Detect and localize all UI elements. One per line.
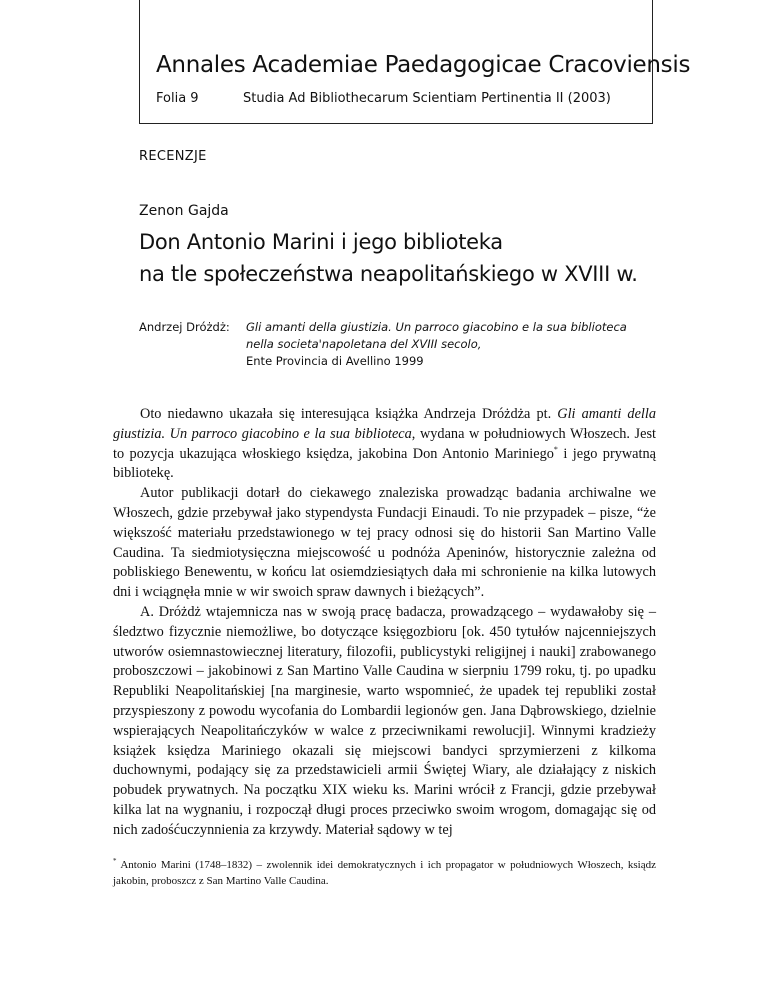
footnote-marker: *	[553, 444, 558, 454]
paragraph-3: A. Dróżdż wtajemnicza nas w swoją pracę badacza, prowadzącego – wydawałoby się – śledztwo fizycznie niemożliwe, bo dotyczące księgozbioru [ok. 450 tytułów najcenniejszych utworów osiemnastowiecznej literatury, filozofii, publicystyki religijnej i nauki] zrabowanego proboszczowi – jakobinowi z San Martino Valle Caudina w sierpniu 1799 roku, tj. po upadku Republiki Neapolitańskiej [na marginesie, warto wspomnieć, że upadek tej republiki został przyspieszony z powodu wycofania do Lombardii legionów gen. Jana Dąbrowskiego, dzielnie wspierających Neapolitańczyków w walce z przeciwnikami rewolucji]. Winnymi kradzieży książek księdza Mariniego okazali się miejscowi bandyci sprzymierzeni z kilkoma duchownymi, podający się za przedstawicieli armii Świętej Wiary, ale działający z niskich pobudek prywatnych. Na początku XIX wieku ks. Marini wrócił z Francji, gdzie przebywał kilka lat na wygnaniu, i rozpoczął długi proces przeciwko swoim wrogom, domagając się od nich zadośćuczynnienia za krzywdy. Materiał sądowy w tej	[113, 603, 656, 838]
journal-title: Annales Academiae Paedagogicae Cracoviensis	[156, 52, 691, 78]
footnote-text: Antonio Marini (1748–1832) – zwolennik idei demokratycznych i ich propagator w południowych Włoszech, ksiądz jakobin, proboszcz z San Martino Valle Caudina.	[113, 859, 656, 887]
review-body	[113, 405, 656, 841]
book-author: Andrzej Dróżdż:	[139, 320, 230, 334]
book-title-line-1: Gli amanti della giustizia. Un parroco giacobino e la sua biblioteca	[246, 320, 627, 334]
footnote	[113, 857, 656, 889]
review-title	[139, 226, 659, 290]
footnote-mark: *	[113, 857, 117, 865]
series-title: Studia Ad Bibliothecarum Scientiam Pertinentia II (2003)	[243, 91, 611, 106]
section-label: RECENZJE	[139, 149, 207, 164]
book-title-line-2: nella societa'napoletana del XVIII secolo,	[246, 337, 482, 351]
review-title-line-1: Don Antonio Marini i jego biblioteka	[139, 230, 503, 254]
book-publisher: Ente Provincia di Avellino 1999	[246, 354, 424, 368]
paragraph-2: Autor publikacji dotarł do ciekawego znaleziska prowadząc badania archiwalne we Włoszech, gdzie przebywał jako stypendysta Fundacji Einaudi. To nie przypadek – pisze, “że większość materiału przedstawionego w tej pracy odnosi się do historii San Martino Valle Caudina. Ta siedmiotysięczna miejscowość u podnóża Apeninów, historycznie zależna od pobliskiego Benewentu, w końcu lat osiemdziesiątych dała mi schronienie na kilka lutowych dni i wciągnęła mnie w wir swoich spraw dawnych i bieżących”.	[113, 485, 656, 601]
review-title-line-2: na tle społeczeństwa neapolitańskiego w XVIII w.	[139, 262, 638, 286]
paragraph-1: Oto niedawno ukazała się interesująca książka Andrzeja Dróżdża pt. Gli amanti della giustizia. Un parroco giacobino e la sua biblioteca, wydana w południowych Włoszech. Jest to pozycja ukazująca włoskiego księdza, jakobina Don Antonio Mariniego* i jego prywatną bibliotekę.	[113, 406, 657, 482]
book-title-inline: Gli amanti della giustizia. Un parroco giacobino e la sua biblioteca	[113, 406, 657, 442]
folio-number: Folia 9	[156, 91, 199, 106]
journal-header-box	[139, 0, 691, 124]
reviewer-name: Zenon Gajda	[139, 203, 229, 219]
